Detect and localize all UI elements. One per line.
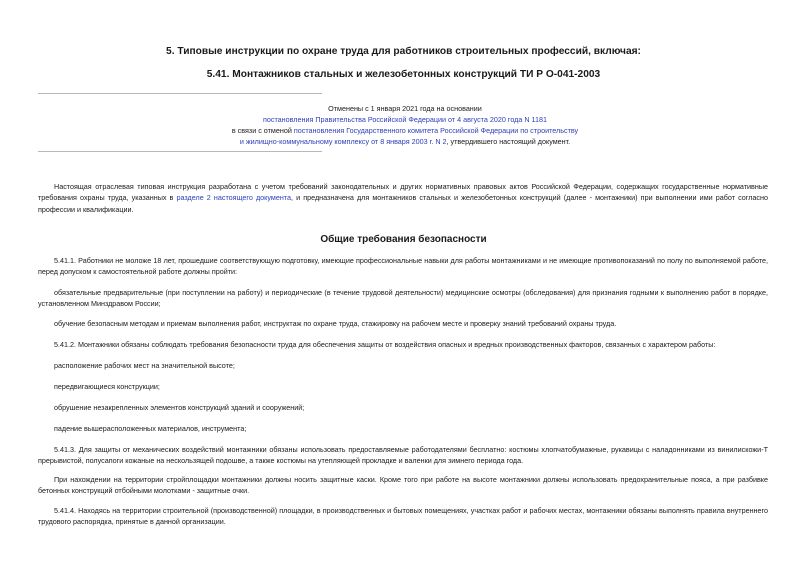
government-decree-link[interactable]: постановления Правительства Российской Федерации от 4 августа 2020 года N 1181 — [262, 115, 548, 124]
paragraph-training: обучение безопасным методам и приемам выполнения работ, инструктаж по охране труда, стажировку на рабочем месте и проверку знаний требований охраны труда. — [54, 319, 617, 328]
document-title: 5. Типовые инструкции по охране труда для работников строительных профессий, включая: — [166, 46, 641, 57]
notice-line-3-prefix: в связи с отменой — [231, 126, 292, 135]
notice-line-1: Отменены с 1 января 2021 года на основании — [328, 104, 482, 113]
paragraph-5-41-4: 5.41.4. Находясь на территории строительной (производственной) площадки, в производственных и бытовых помещениях, участках работ и рабочих местах, монтажники обязаны выполнять правила внутреннего трудового распорядка, принятые в данной организации. — [38, 506, 768, 527]
document-subtitle: 5.41. Монтажников стальных и железобетонных конструкций ТИ Р О-041-2003 — [206, 69, 601, 80]
hazard-list-item: расположение рабочих мест на значительной высоте; — [54, 361, 235, 370]
section-heading: Общие требования безопасности — [320, 234, 487, 245]
gosstroy-decree-link[interactable]: постановления Государственного комитета Российской Федерации по строительству — [293, 126, 579, 135]
intro-paragraph — [38, 181, 768, 215]
paragraph-5-41-3: 5.41.3. Для защиты от механических воздействий монтажники обязаны использовать предоставляемые работодателями бесплатно: костюмы хлопчатобумажные, рукавицы с наладонниками из винилискожи-Т прерывистой, полусапоги кожаные на нескользящей подошве, а также костюмы на утепляющей прокладке и валенки для зимнего периода года. — [38, 445, 768, 466]
notice-line-4-suffix: , утвердившего настоящий документ. — [446, 137, 571, 146]
paragraph-medical-exams: обязательные предварительные (при поступлении на работу) и периодические (в течение трудовой деятельности) медицинские осмотры (обследования) для признания годными к выполнению работ в порядке, установленном Минздравом России; — [38, 288, 768, 309]
hazard-list-item: падение вышерасположенных материалов, инструмента; — [54, 424, 247, 433]
paragraph-5-41-1: 5.41.1. Работники не моложе 18 лет, прошедшие соответствующую подготовку, имеющие профессиональные навыки для работы монтажниками и не имеющие противопоказаний по полу по выполняемой работе, перед допуском к самостоятельной работе должны пройти: — [38, 256, 768, 277]
notice-line-3 — [200, 125, 610, 136]
notice-line-4 — [200, 136, 610, 147]
notice-line-2 — [200, 114, 610, 125]
notice-bottom-divider — [38, 151, 322, 152]
hazard-list-item: передвигающиеся конструкции; — [54, 382, 160, 391]
section-2-link[interactable]: разделе 2 настоящего документа — [176, 193, 292, 203]
hazard-list-item: обрушение незакрепленных элементов конструкций зданий и сооружений; — [54, 403, 305, 412]
paragraph-protective-gear: При нахождении на территории стройплощадки монтажники должны носить защитные каски. Кроме того при работе на высоте монтажники должны использовать предохранительные пояса, а при разбивке бетонных конструкций отбойными молотками - защитные очки. — [38, 475, 768, 496]
gosstroy-decree-link-continued[interactable]: и жилищно-коммунальному комплексу от 8 января 2003 г. N 2 — [239, 137, 447, 146]
intro-text-start: Настоящая отраслевая типовая инструкция разработана с учетом требований законодательных и других нормативных правовых актов Российской Федерации, содержащих государственные нормативные требования охраны труда, указанных в — [38, 182, 768, 203]
paragraph-5-41-2: 5.41.2. Монтажники обязаны соблюдать требования безопасности труда для обеспечения защиты от воздействия опасных и вредных производственных факторов, связанных с характером работы: — [54, 340, 716, 349]
intro-text-end: , и предназначена для монтажников стальных и железобетонных конструкций (далее - монтажники) при выполнении ими работ согласно профессии и квалификации. — [38, 193, 768, 214]
notice-top-divider — [38, 93, 322, 94]
